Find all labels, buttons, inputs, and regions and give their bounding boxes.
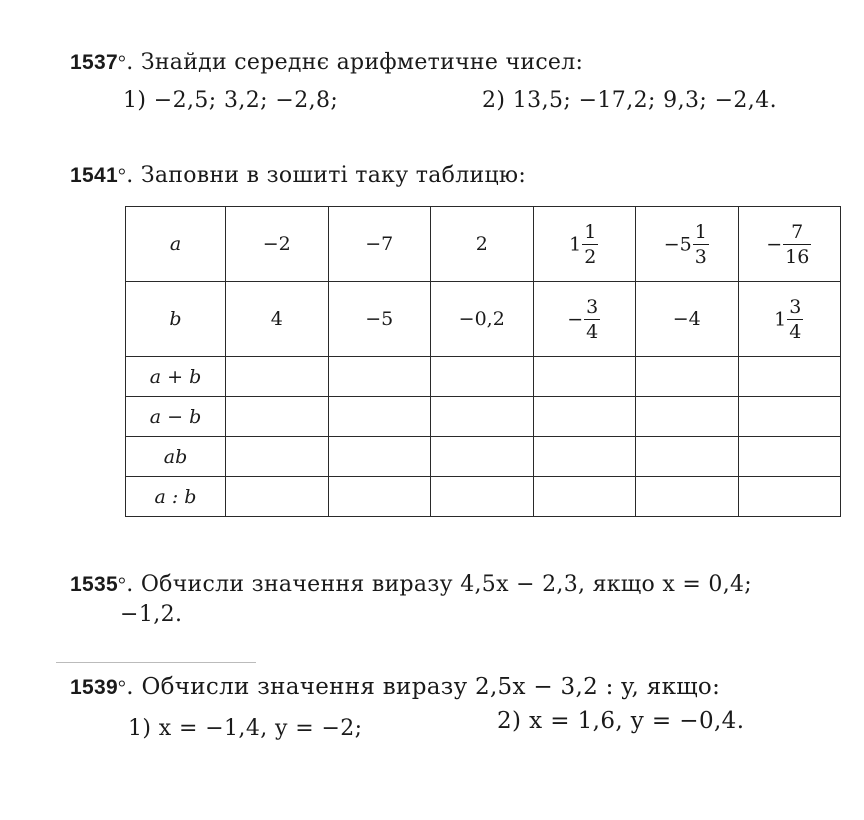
empty-cell — [226, 397, 329, 437]
empty-cell — [533, 397, 636, 437]
table-row-sum — [126, 357, 841, 397]
row-label-prod: ab — [126, 437, 226, 477]
empty-cell — [738, 477, 841, 517]
empty-cell — [738, 357, 841, 397]
exercise-number: 1535 — [70, 573, 118, 596]
cell-b-3: −0,2 — [431, 282, 534, 357]
fraction — [693, 220, 709, 269]
exercise-1535-heading — [70, 572, 752, 597]
table-row-a — [126, 207, 841, 282]
empty-cell — [226, 437, 329, 477]
cell-a-4 — [533, 207, 636, 282]
cell-b-6 — [738, 282, 841, 357]
exercise-1537-item-2: 2) 13,5; −17,2; 9,3; −2,4. — [482, 88, 777, 113]
denominator: 3 — [694, 245, 707, 268]
mixed-whole: −5 — [663, 233, 692, 255]
exercise-1541-heading — [70, 163, 526, 188]
numerator: 3 — [789, 295, 802, 318]
empty-cell — [636, 477, 739, 517]
fraction — [582, 220, 598, 269]
exercise-1539-heading — [70, 674, 720, 700]
empty-cell — [738, 397, 841, 437]
exercise-number: 1541 — [70, 164, 118, 187]
empty-cell — [226, 477, 329, 517]
empty-cell — [226, 357, 329, 397]
denominator: 2 — [584, 245, 597, 268]
exercise-text: . Заповни в зошиті таку таблицю: — [126, 163, 527, 188]
exercise-text: . Обчисли значення виразу 4,5x − 2,3, якщо x = 0,4; — [126, 572, 753, 597]
empty-cell — [636, 437, 739, 477]
row-label-diff: a − b — [126, 397, 226, 437]
empty-cell — [636, 397, 739, 437]
cell-b-4 — [533, 282, 636, 357]
fraction — [787, 295, 803, 344]
empty-cell — [636, 357, 739, 397]
numerator: 1 — [584, 220, 597, 243]
fraction — [584, 295, 600, 344]
row-label-sum: a + b — [126, 357, 226, 397]
empty-cell — [328, 357, 431, 397]
table-row-b — [126, 282, 841, 357]
cell-b-1: 4 — [226, 282, 329, 357]
table-row-diff — [126, 397, 841, 437]
empty-cell — [328, 437, 431, 477]
table-row-prod — [126, 437, 841, 477]
cell-a-2: −7 — [328, 207, 431, 282]
divider — [56, 662, 256, 663]
degree-mark: ° — [117, 52, 127, 74]
table-row-quot — [126, 477, 841, 517]
minus-sign: − — [567, 308, 584, 330]
degree-mark: ° — [117, 165, 127, 187]
exercise-1539-item-2: 2) x = 1,6, y = −0,4. — [497, 708, 745, 734]
denominator: 4 — [789, 320, 802, 343]
numerator: 3 — [586, 295, 599, 318]
exercise-1541-table — [125, 206, 841, 517]
empty-cell — [431, 437, 534, 477]
mixed-whole: 1 — [774, 308, 787, 330]
exercise-1537-heading — [70, 50, 583, 75]
empty-cell — [533, 357, 636, 397]
empty-cell — [328, 477, 431, 517]
empty-cell — [738, 437, 841, 477]
cell-b-5: −4 — [636, 282, 739, 357]
mixed-whole: 1 — [569, 233, 582, 255]
numerator: 1 — [694, 220, 707, 243]
exercise-number: 1539 — [70, 676, 118, 699]
fraction — [783, 220, 811, 269]
exercise-1539-item-1: 1) x = −1,4, y = −2; — [128, 716, 363, 741]
empty-cell — [533, 437, 636, 477]
denominator: 16 — [785, 245, 810, 268]
row-label-quot: a : b — [126, 477, 226, 517]
cell-a-1: −2 — [226, 207, 329, 282]
empty-cell — [431, 357, 534, 397]
exercise-text: . Знайди середнє арифметичне чисел: — [126, 50, 584, 75]
exercise-1535-continuation: −1,2. — [120, 602, 183, 627]
denominator: 4 — [586, 320, 599, 343]
cell-a-5 — [636, 207, 739, 282]
row-label-a: a — [126, 207, 226, 282]
exercise-1537-item-1: 1) −2,5; 3,2; −2,8; — [123, 88, 339, 113]
empty-cell — [431, 397, 534, 437]
cell-b-2: −5 — [328, 282, 431, 357]
exercise-text: . Обчисли значення виразу 2,5x − 3,2 : y, якщо: — [126, 674, 721, 700]
cell-a-6 — [738, 207, 841, 282]
degree-mark: ° — [117, 677, 127, 699]
numerator: 7 — [783, 220, 811, 245]
minus-sign: − — [766, 233, 783, 255]
cell-a-3: 2 — [431, 207, 534, 282]
exercise-number: 1537 — [70, 51, 118, 74]
empty-cell — [328, 397, 431, 437]
row-label-b: b — [126, 282, 226, 357]
degree-mark: ° — [117, 574, 127, 596]
empty-cell — [431, 477, 534, 517]
empty-cell — [533, 477, 636, 517]
